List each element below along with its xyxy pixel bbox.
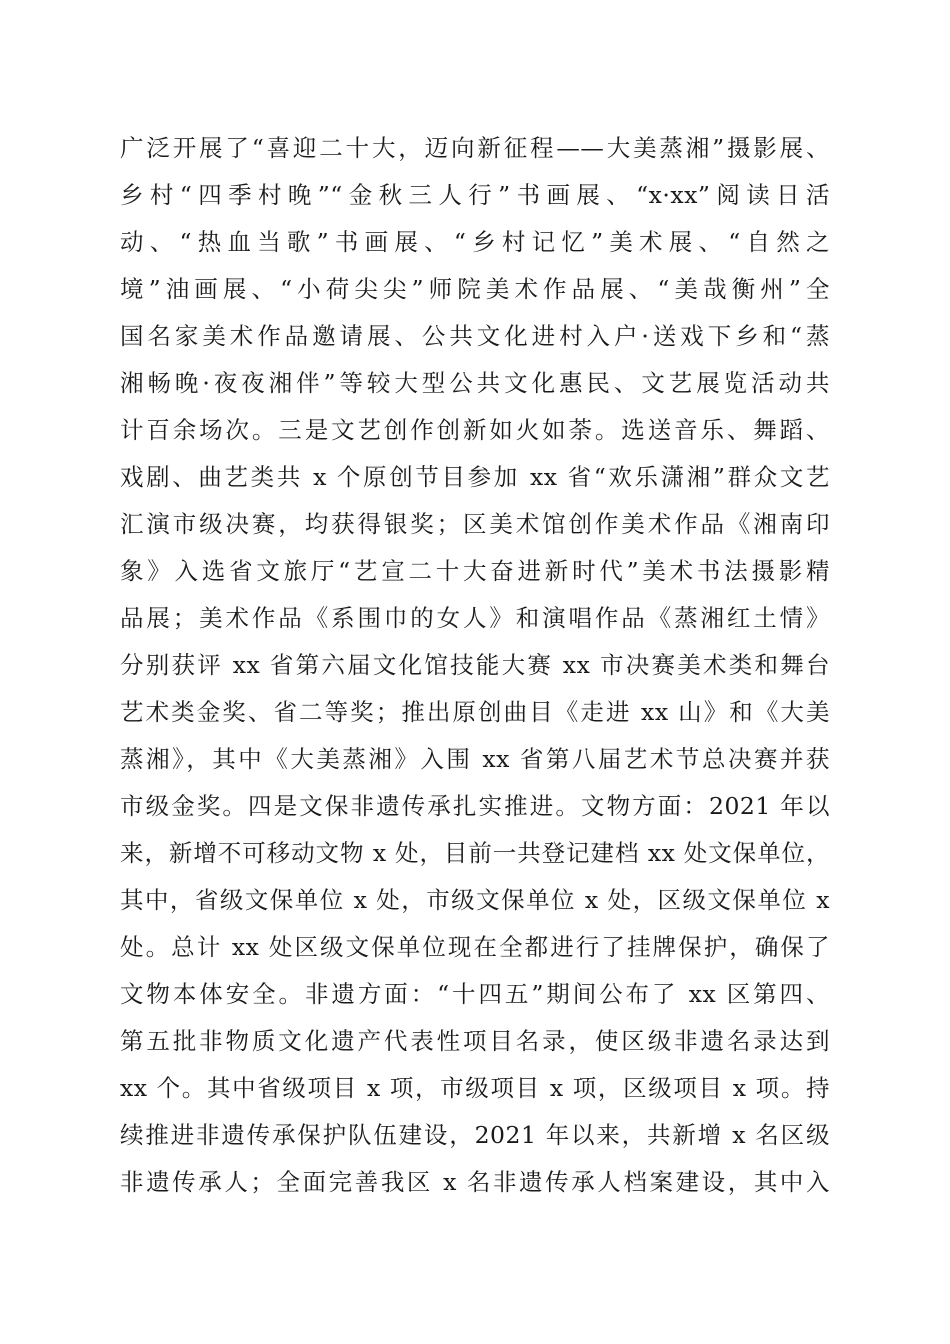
text-line: 艺术类金奖、省二等奖；推出原创曲目《走进 xx 山》和《大美 <box>120 698 830 726</box>
text-line: 品展；美术作品《系围巾的女人》和演唱作品《蒸湘红土情》 <box>120 604 830 632</box>
text-line: 分别获评 xx 省第六届文化馆技能大赛 xx 市决赛美术类和舞台 <box>120 651 830 679</box>
text-line: 计百余场次。三是文艺创作创新如火如荼。选送音乐、舞蹈、 <box>120 416 830 444</box>
text-line: 其中，省级文保单位 x 处，市级文保单位 x 处，区级文保单位 x <box>120 886 830 914</box>
text-line: 国名家美术作品邀请展、公共文化进村入户·送戏下乡和“蒸 <box>120 322 830 350</box>
text-line: 蒸湘》，其中《大美蒸湘》入围 xx 省第八届艺术节总决赛并获 <box>120 745 830 773</box>
text-line: 非遗传承人；全面完善我区 x 名非遗传承人档案建设，其中入 <box>120 1168 830 1196</box>
text-line: 处。总计 xx 处区级文保单位现在全都进行了挂牌保护，确保了 <box>120 933 830 961</box>
text-line: 湘畅晚·夜夜湘伴”等较大型公共文化惠民、文艺展览活动共 <box>120 369 830 397</box>
text-line: 广泛开展了“喜迎二十大，迈向新征程——大美蒸湘”摄影展、 <box>120 134 830 162</box>
text-line: xx 个。其中省级项目 x 项，市级项目 x 项，区级项目 x 项。持 <box>120 1074 830 1102</box>
text-line: 象》入选省文旅厅“艺宣二十大奋进新时代”美术书法摄影精 <box>120 557 830 585</box>
text-line: 戏剧、曲艺类共 x 个原创节目参加 xx 省“欢乐潇湘”群众文艺 <box>120 463 830 491</box>
text-line: 文物本体安全。非遗方面：“十四五”期间公布了 xx 区第四、 <box>120 980 830 1008</box>
body-paragraph <box>120 125 830 1206</box>
text-line: 动、“热血当歌”书画展、“乡村记忆”美术展、“自然之 <box>120 228 830 256</box>
text-line: 乡村“四季村晚”“金秋三人行”书画展、“x·xx”阅读日活 <box>120 181 830 209</box>
text-line: 续推进非遗传承保护队伍建设，2021 年以来，共新增 x 名区级 <box>120 1121 830 1149</box>
text-line: 境”油画展、“小荷尖尖”师院美术作品展、“美哉衡州”全 <box>120 275 830 303</box>
text-line: 汇演市级决赛，均获得银奖；区美术馆创作美术作品《湘南印 <box>120 510 830 538</box>
text-line: 来，新增不可移动文物 x 处，目前一共登记建档 xx 处文保单位， <box>120 839 830 867</box>
text-line: 第五批非物质文化遗产代表性项目名录，使区级非遗名录达到 <box>120 1027 830 1055</box>
text-line: 市级金奖。四是文保非遗传承扎实推进。文物方面：2021 年以 <box>120 792 830 820</box>
